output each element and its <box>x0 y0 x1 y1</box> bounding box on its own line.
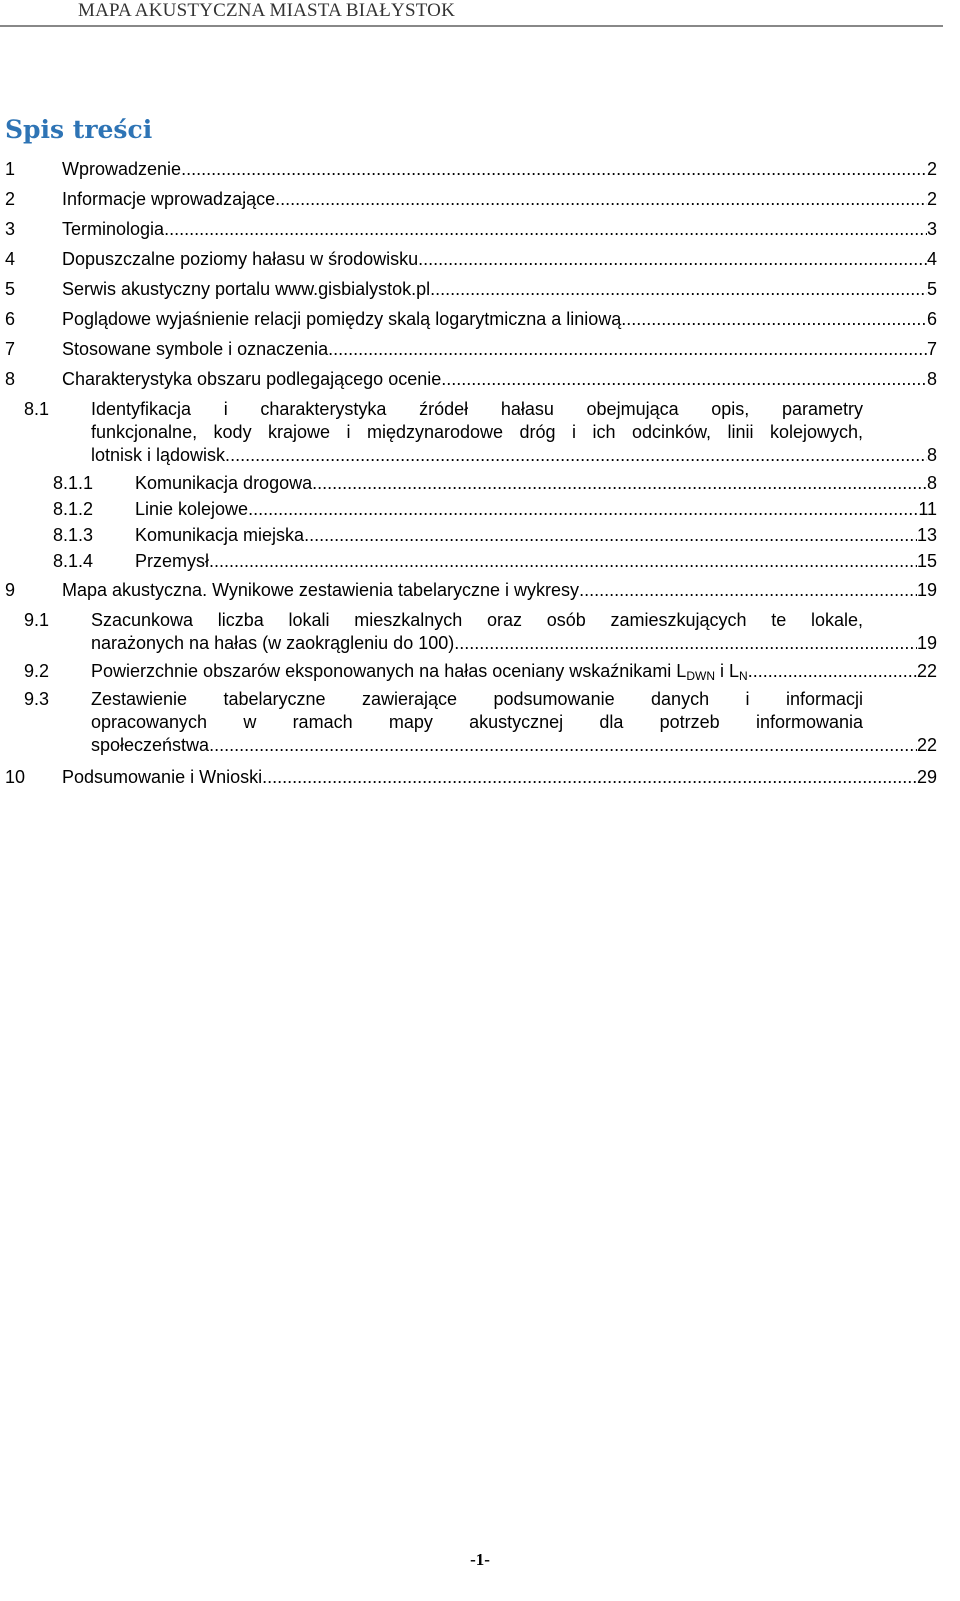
page-number: -1- <box>470 1550 490 1569</box>
toc-entry-text: Serwis akustyczny portalu www.gisbialystok.pl <box>62 279 431 299</box>
toc-leader-dots <box>248 497 918 521</box>
toc-entry-page: 15 <box>916 551 937 571</box>
toc-entry[interactable] <box>0 549 960 573</box>
subscript-n: N <box>739 669 748 683</box>
toc-heading: Spis treści <box>5 115 153 144</box>
toc-leader-dots <box>214 733 917 757</box>
toc-entry-text: Stosowane symbole i oznaczenia <box>62 339 329 359</box>
toc-entry[interactable] <box>0 497 960 521</box>
toc-entry[interactable] <box>0 471 960 495</box>
toc-entry[interactable] <box>0 367 960 391</box>
toc-entry[interactable] <box>0 523 960 547</box>
toc-entry-page: 2 <box>926 159 937 179</box>
toc-entry-text-line: Identyfikacja i charakterystyka źródeł hałasu obejmująca opis, parametry <box>91 399 863 419</box>
toc-leader-dots <box>454 631 917 655</box>
toc-entry-number: 2 <box>5 189 16 209</box>
toc-entry-number: 10 <box>5 767 26 787</box>
toc-entry-page: 19 <box>916 580 937 600</box>
toc-entry[interactable] <box>0 247 960 271</box>
toc-entry-text: Wprowadzenie <box>62 159 182 179</box>
toc-entry-number: 9.2 <box>24 661 50 681</box>
toc-entry-page: 2 <box>926 189 937 209</box>
toc-entry-page: 4 <box>926 249 937 269</box>
toc-entry-page: 13 <box>916 525 937 545</box>
toc-leader-dots <box>418 247 927 271</box>
toc-leader-dots <box>748 659 917 683</box>
toc-entry-number: 8.1 <box>24 399 50 419</box>
toc-entry-number: 9.3 <box>24 689 50 709</box>
toc-entry[interactable] <box>0 659 960 683</box>
page-header <box>0 0 943 27</box>
toc-entry-number: 7 <box>5 339 16 359</box>
toc-entry-number: 1 <box>5 159 16 179</box>
toc-entry-number: 8 <box>5 369 16 389</box>
toc-leader-dots <box>262 765 917 789</box>
toc-entry-text: Podsumowanie i Wnioski <box>62 767 263 787</box>
toc-entry-number: 8.1.2 <box>53 499 94 519</box>
toc-entry-text: Poglądowe wyjaśnienie relacji pomiędzy skalą logarytmiczna a liniową <box>62 309 622 329</box>
toc-entry-page: 11 <box>918 499 937 519</box>
toc-entry-text: Mapa akustyczna. Wynikowe zestawienia tabelaryczne i wykresy <box>62 580 580 600</box>
toc-leader-dots <box>328 337 927 361</box>
toc-entry-number: 9.1 <box>24 610 50 630</box>
toc-entry-text-line: lotnisk i lądowisk. <box>91 445 231 465</box>
toc-entry[interactable] <box>0 307 960 331</box>
toc-entry-text: Charakterystyka obszaru podlegającego ocenie <box>62 369 442 389</box>
toc-entry[interactable] <box>0 397 960 469</box>
toc-entry[interactable] <box>0 157 960 181</box>
toc-leader-dots <box>312 471 927 495</box>
toc-entry-text: Komunikacja drogowa <box>135 473 313 493</box>
toc-entry-text: Komunikacja miejska <box>135 525 305 545</box>
toc-entry[interactable] <box>0 578 960 602</box>
toc-entry-page: 22 <box>916 735 937 755</box>
toc-entry-number: 5 <box>5 279 16 299</box>
toc-entry-number: 6 <box>5 309 16 329</box>
toc-entry-text: Linie kolejowe <box>135 499 249 519</box>
toc-entry-page: 8 <box>926 473 937 493</box>
toc-leader-dots <box>230 443 927 467</box>
subscript-dwn: DWN <box>686 669 715 683</box>
toc-entry-text: Informacje wprowadzające <box>62 189 276 209</box>
toc-entry-page: 22 <box>916 661 937 681</box>
toc-entry-text-line: funkcjonalne, kody krajowe i międzynarodowe dróg i ich odcinków, linii kolejowych, <box>91 422 863 442</box>
toc-leader-dots <box>181 157 927 181</box>
toc-entry-page: 8 <box>926 369 937 389</box>
toc-entry-page: 3 <box>926 219 937 239</box>
toc-leader-dots <box>304 523 917 547</box>
toc-entry-number: 8.1.1 <box>53 473 94 493</box>
toc-entry[interactable] <box>0 217 960 241</box>
toc-entry[interactable] <box>0 765 960 789</box>
toc-entry-text: Przemysł <box>135 551 210 571</box>
toc-entry-page: 6 <box>926 309 937 329</box>
toc-entry-text-line: narażonych na hałas (w zaokrągleniu do 100) <box>91 633 455 653</box>
toc-entry[interactable] <box>0 608 960 656</box>
toc-entry-page: 19 <box>916 633 937 653</box>
toc-entry[interactable] <box>0 687 960 759</box>
toc-leader-dots <box>579 578 917 602</box>
document-title: MAPA AKUSTYCZNA MIASTA BIAŁYSTOK <box>78 0 456 21</box>
toc-entry-number: 3 <box>5 219 16 239</box>
toc-entry-page: 29 <box>916 767 937 787</box>
toc-entry-text: Powierzchnie obszarów eksponowanych na hałas oceniany wskaźnikami $L_{DWN}$ i $L_N$ <box>91 661 748 683</box>
toc-entry-text-line: społeczeństwa. <box>91 735 215 755</box>
toc-entry-number: 4 <box>5 249 16 269</box>
toc-entry-text: Terminologia <box>62 219 165 239</box>
toc-entry-text-line: opracowanych w ramach mapy akustycznej dla potrzeb informowania <box>91 712 863 732</box>
toc-entry-text-line: Szacunkowa liczba lokali mieszkalnych oraz osób zamieszkujących te lokale, <box>91 610 863 630</box>
toc-entry-page: 7 <box>926 339 937 359</box>
toc-entry-number: 8.1.4 <box>53 551 94 571</box>
toc-leader-dots <box>430 277 927 301</box>
toc-entry[interactable] <box>0 337 960 361</box>
toc-leader-dots <box>441 367 927 391</box>
toc-leader-dots <box>621 307 927 331</box>
toc-entry-number: 8.1.3 <box>53 525 94 545</box>
toc-entry-text-line: Zestawienie tabelaryczne zawierające podsumowanie danych i informacji <box>91 689 863 709</box>
toc-entry[interactable] <box>0 187 960 211</box>
toc-leader-dots <box>275 187 927 211</box>
toc-entry-text: Dopuszczalne poziomy hałasu w środowisku <box>62 249 419 269</box>
toc-entry-number: 9 <box>5 580 16 600</box>
toc-entry[interactable] <box>0 277 960 301</box>
toc-entry-page: 8 <box>926 445 937 465</box>
toc-leader-dots <box>164 217 927 241</box>
toc-entry-page: 5 <box>926 279 937 299</box>
toc-leader-dots <box>209 549 917 573</box>
